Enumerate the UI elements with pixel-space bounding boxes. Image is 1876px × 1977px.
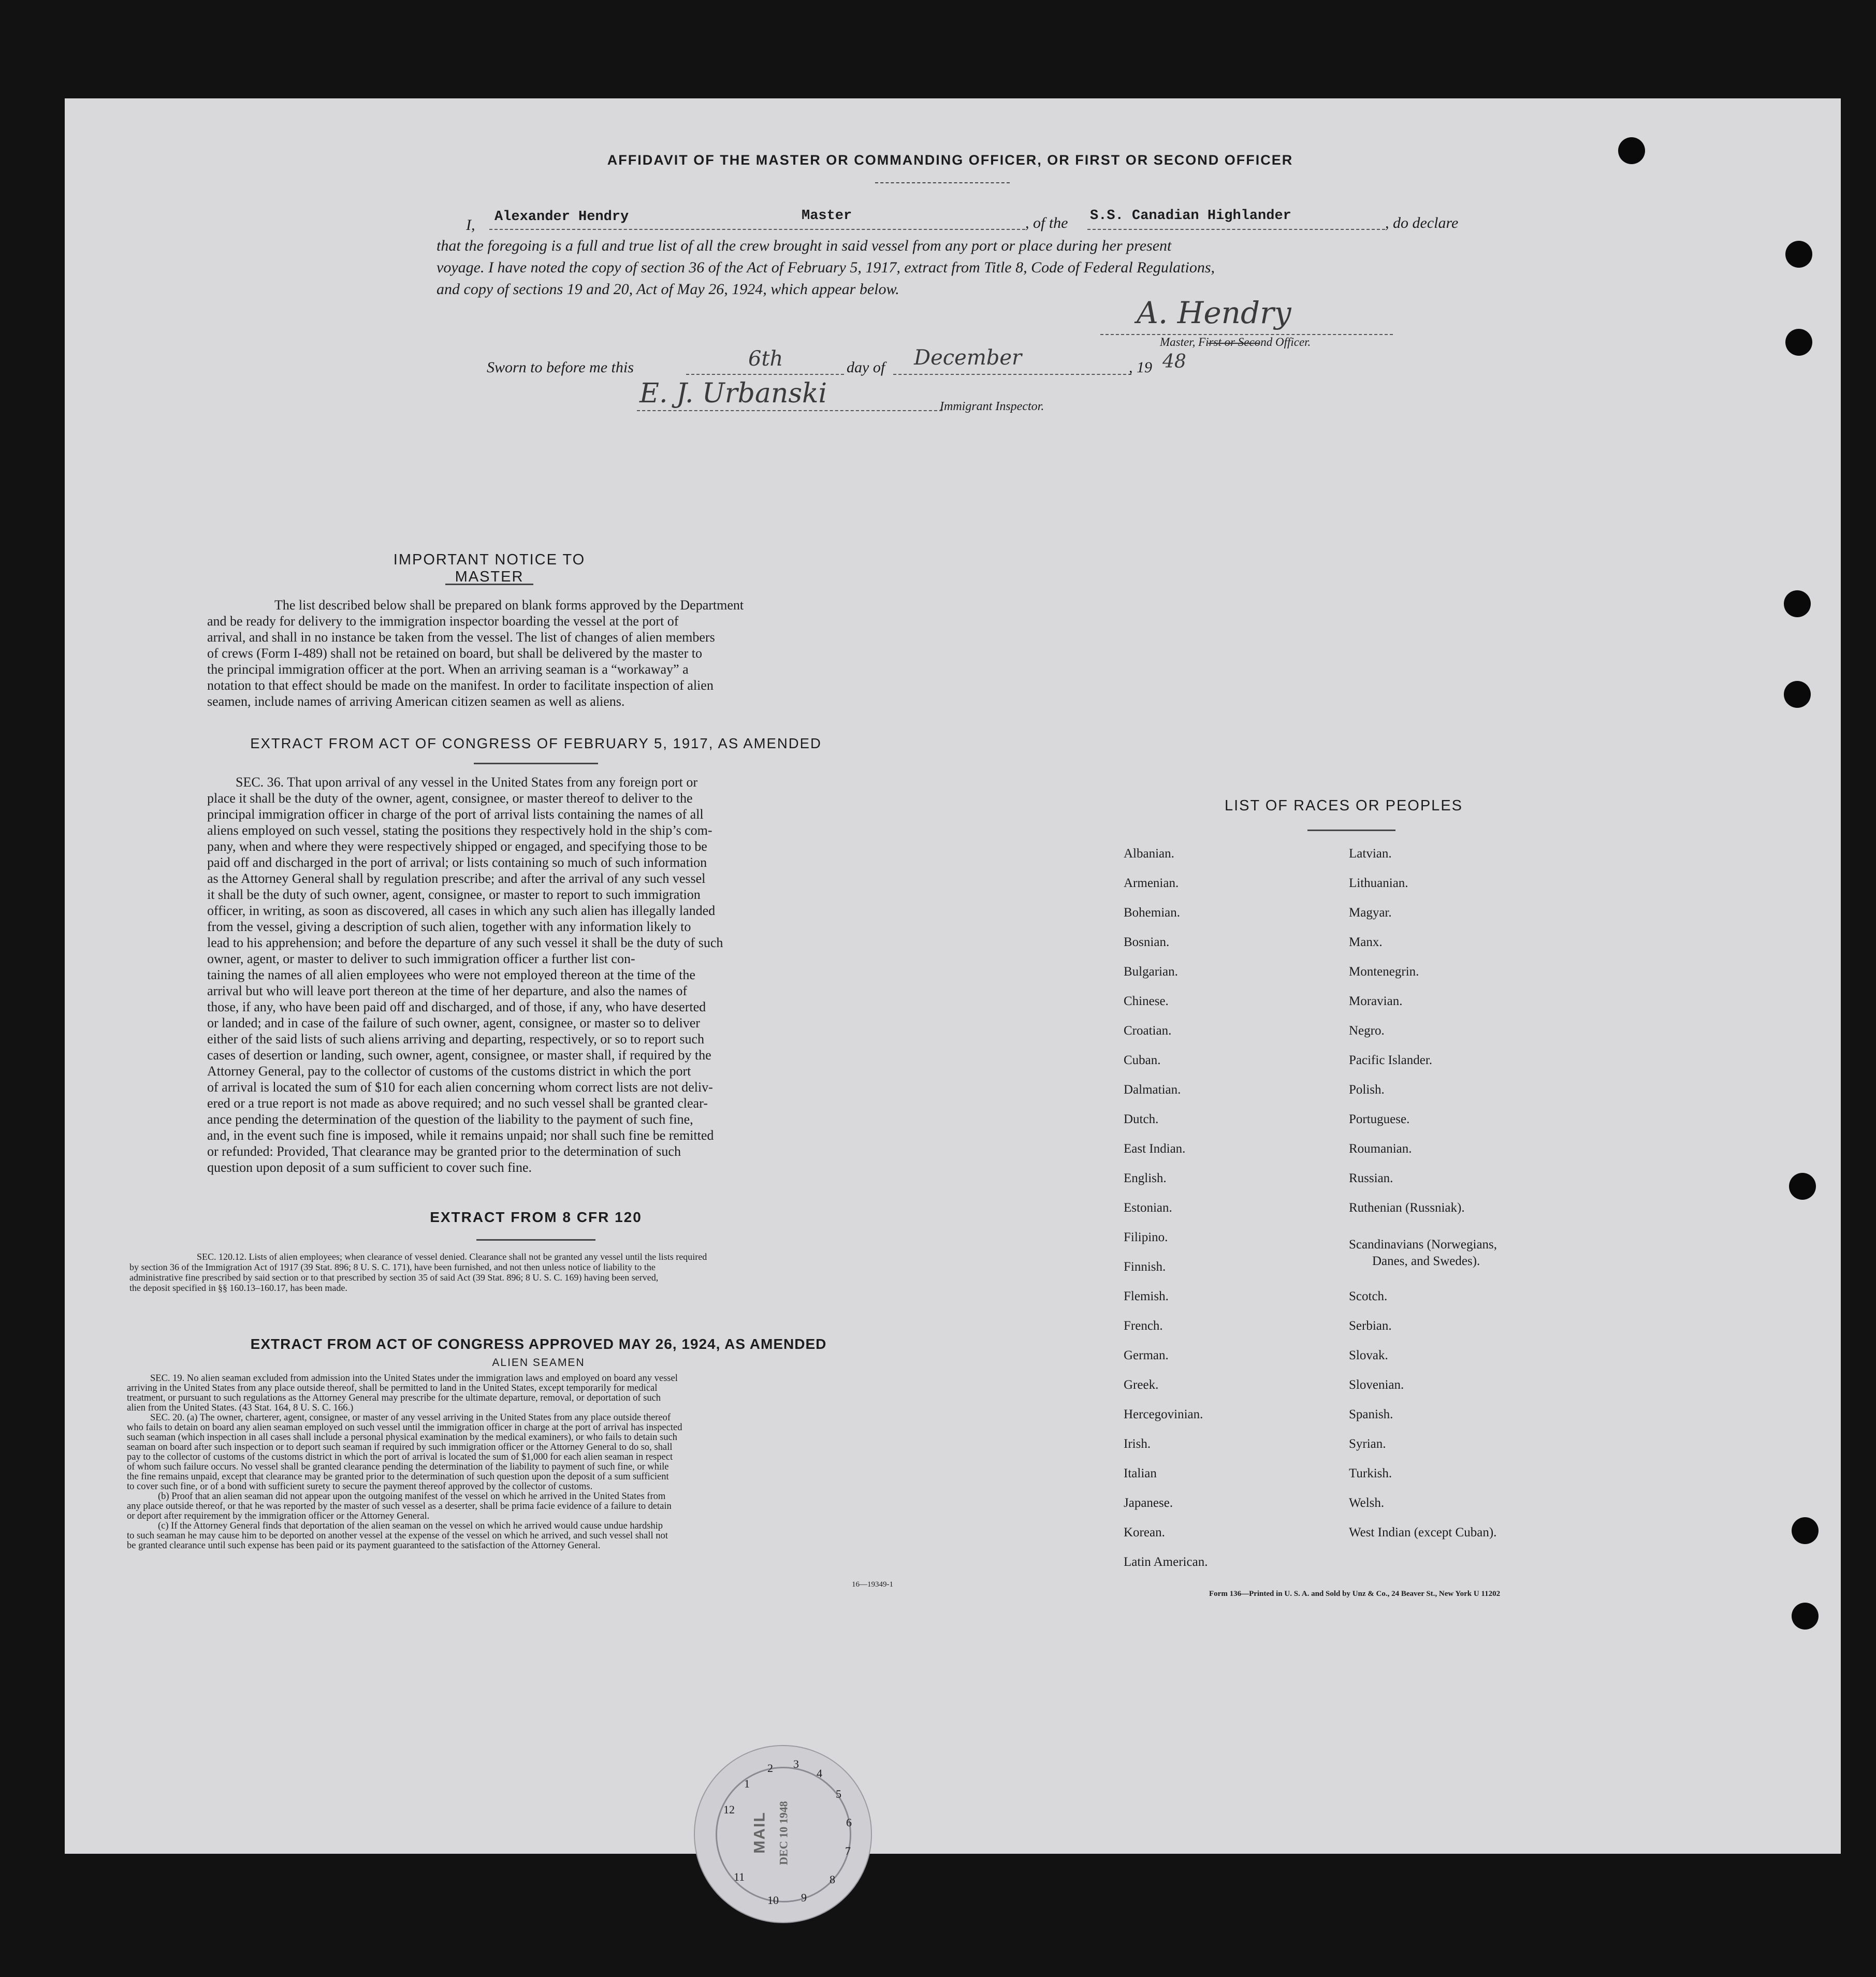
punch-hole [1785,241,1812,268]
day-line [686,374,844,375]
punch-hole [1784,681,1811,708]
punch-hole [1785,329,1812,356]
mail-received-stamp [694,1745,872,1923]
seamen-line: SEC. 19. No alien seaman excluded from admission into the United States under the immigration laws and employed on board any vessel [150,1373,678,1384]
do-declare-label: , do declare [1385,214,1459,231]
vessel-name: S.S. Canadian Highlander [1090,208,1291,224]
seamen-line: to cover such fine, or of a bond with sufficient surety to secure the payment thereof approved by the collector of customs. [127,1481,593,1492]
race-item: Moravian. [1349,994,1403,1008]
race-item: Dutch. [1124,1112,1159,1126]
race-item: Flemish. [1124,1289,1169,1303]
seamen-line: of whom such failure occurs. No vessel shall be granted clearance pending the determination of the liability to payment of such fine, or while [127,1462,669,1472]
notice-line: and be ready for delivery to the immigration inspector boarding the vessel at the port of [207,614,679,629]
race-item: Ruthenian (Russniak). [1349,1201,1465,1215]
race-item: Manx. [1349,935,1383,949]
race-item: Turkish. [1349,1466,1392,1480]
race-item: Albanian. [1124,847,1174,861]
race-item: Roumanian. [1349,1142,1412,1156]
notice-title: IMPORTANT NOTICE TO MASTER [393,551,586,585]
stamp-number: 10 [767,1894,779,1907]
race-item: German. [1124,1348,1169,1362]
cfr-underline [476,1239,595,1241]
race-item: Slovak. [1349,1348,1388,1362]
act-line: either of the said lists of such aliens arriving and departing, respectively, or so to report such [207,1031,705,1046]
master-name: Alexander Hendry [495,209,629,225]
punch-hole [1792,1603,1819,1630]
stamp-number: 12 [723,1803,735,1816]
stamp-number: 11 [734,1870,745,1883]
form-sheet [65,98,1841,1907]
strikethrough [1208,343,1260,344]
act-line: aliens employed on such vessel, stating the positions they respectively hold in the ship’s com- [207,823,712,838]
punch-hole [1784,590,1811,617]
seamen-line: seaman on board after such inspection or to deport such seaman if required by such immigration officer or the Attorney General to do so, shall [127,1442,673,1452]
seamen-line: be granted clearance until such expense has been paid or its payment guaranteed to the satisfaction of the Attorney General. [127,1540,601,1551]
act-line: ered or a true report is not made as above required; and no such vessel shall be granted clear- [207,1096,708,1111]
act-line: question upon deposit of a sum sufficient to cover such fine. [207,1160,532,1175]
seamen-line: SEC. 20. (a) The owner, charterer, agent, consignee, or master of any vessel arriving in the United States from any place outside thereof [150,1413,671,1423]
race-item: Japanese. [1124,1496,1173,1510]
races-title: LIST OF RACES OR PEOPLES [1224,797,1463,814]
seamen-line: such seaman (which inspection in all cases shall include a personal physical examination by the medical examiners), or who fails to detain such [127,1432,677,1443]
cfr-line: administrative fine prescribed by said section or to that prescribed by section 35 of said Act (39 Stat. 896; 8 U. S. C. 169) having been served, [129,1272,659,1283]
affidavit-body-line-2: voyage. I have noted the copy of section 36 of the Act of February 5, 1917, extract from Title 8, Code of Federal Regulations, [437,259,1215,276]
race-item: Bosnian. [1124,935,1170,949]
notice-line: the principal immigration officer at the port. When an arriving seaman is a “workaway” a [207,662,689,677]
race-item: Bohemian. [1124,906,1181,920]
race-item: Italian [1124,1466,1157,1480]
act-line: lead to his apprehension; and before the departure of any such vessel it shall be the duty of such [207,935,723,950]
act-line: ance pending the determination of the question of the liability to the payment of such fine, [207,1112,693,1127]
act-line: cases of desertion or landing, such owner, agent, consignee, or master shall, if required by the [207,1048,711,1063]
notice-line: arrival, and shall in no instance be taken from the vessel. The list of changes of alien members [207,630,715,645]
inspector-line [637,410,942,411]
race-item: Danes, and Swedes). [1372,1254,1480,1268]
name-line [489,229,1025,230]
race-item: Montenegrin. [1349,965,1419,979]
race-item: Lithuanian. [1349,876,1408,890]
race-item: Armenian. [1124,876,1179,890]
race-item: Hercegovinian. [1124,1407,1203,1421]
punch-hole [1618,137,1645,164]
race-item: English. [1124,1171,1167,1185]
officer-label [1160,336,1311,349]
act-line: officer, in writing, as soon as discovered, all cases in which any such alien has illegally landed [207,903,716,918]
extract-1924-title: EXTRACT FROM ACT OF CONGRESS APPROVED MAY 26, 1924, AS AMENDED [250,1336,827,1352]
notice-underline [445,584,533,585]
act-line: taining the names of all alien employees who were not employed thereon at the time of the [207,967,695,982]
affidavit-body-line-1: that the foregoing is a full and true list of all the crew brought in said vessel from any port or place during her present [437,237,1172,254]
officer-label-text: Master, First or Second Officer. [1160,336,1311,348]
master-rank: Master [802,208,852,224]
stamp-number: 4 [817,1767,822,1780]
sworn-label: Sworn to before me this [487,359,634,376]
race-item: Filipino. [1124,1230,1168,1244]
stamp-number: 1 [744,1777,750,1790]
signature-line [1100,334,1393,335]
race-item: Russian. [1349,1171,1393,1185]
day-of-label: day of [847,359,885,376]
act-line: or refunded: Provided, That clearance may be granted prior to the determination of such [207,1144,681,1159]
notice-line: The list described below shall be prepared on blank forms approved by the Department [274,598,744,613]
race-item: Slovenian. [1349,1378,1404,1392]
sworn-day: 6th [748,347,783,371]
races-underline [1307,830,1395,831]
race-item: Korean. [1124,1525,1165,1539]
cfr-line: SEC. 120.12. Lists of alien employees; when clearance of vessel denied. Clearance shall not be granted any vessel until the lists required [197,1252,707,1262]
act-line: paid off and discharged in the port of arrival; or lists containing so much of such information [207,855,707,870]
cfr-line: by section 36 of the Immigration Act of 1917 (39 Stat. 896; 8 U. S. C. 171), have been furnished, and not then unless notice of liability to the [129,1262,656,1272]
seamen-line: (c) If the Attorney General finds that deportation of the alien seaman on the vessel on which he arrived would cause undue hardship [158,1521,663,1531]
act-line: as the Attorney General shall by regulation prescribe; and after the arrival of any such vessel [207,871,706,886]
race-item: Chinese. [1124,994,1169,1008]
race-item: Cuban. [1124,1053,1161,1067]
act-line: it shall be the duty of such owner, agent, consignee, or master to report to such immigration [207,887,701,902]
affidavit-i: I, [466,216,475,234]
cfr-title: EXTRACT FROM 8 CFR 120 [430,1209,642,1225]
act-line: Attorney General, pay to the collector of customs of the customs district in which the port [207,1064,691,1079]
seamen-line: pay to the collector of customs of the customs district in which the port of arrival is located the sum of $1,000 for each alien seaman in respect [127,1452,673,1462]
stamp-number: 5 [836,1787,841,1800]
stamp-number: 9 [801,1891,807,1904]
punch-hole [1789,1173,1816,1200]
act-line: pany, when and where they were respectively shipped or engaged, and specifying those to be [207,839,707,854]
act-line: of arrival is located the sum of $10 for each alien concerning whom correct lists are not deliv- [207,1080,713,1095]
seamen-line: the fine remains unpaid, except that clearance may be granted prior to the determination of such question upon the deposit of a sum sufficient [127,1472,669,1482]
race-item: Scandinavians (Norwegians, [1349,1238,1497,1252]
race-item: Pacific Islander. [1349,1053,1433,1067]
seamen-line: any place outside thereof, or that he was reported by the master of such vessel as a deserter, shall be prima facie evidence of a failure to detain [127,1501,672,1511]
race-item: West Indian (except Cuban). [1349,1525,1497,1539]
act-line: those, if any, who have been paid off and discharged, and of those, if any, who have deserted [207,999,706,1014]
notice-line: of crews (Form I-489) shall not be retained on board, but shall be delivered by the master to [207,646,702,661]
act-line: owner, agent, or master to deliver to such immigration officer a further list con- [207,951,635,966]
race-item: Scotch. [1349,1289,1388,1303]
race-item: Polish. [1349,1083,1385,1097]
month-line [893,374,1131,375]
extract-1917-underline [474,763,598,764]
seamen-line: who fails to detain on board any alien seaman employed on such vessel until the immigration officer in charge at the port of arrival has inspected [127,1422,682,1433]
race-item: Latvian. [1349,847,1392,861]
title-underline [875,182,1010,183]
year-prefix: , 19 [1129,359,1152,376]
of-the-label: , of the [1025,214,1068,231]
race-item: Greek. [1124,1378,1159,1392]
race-item: Irish. [1124,1437,1151,1451]
sworn-month: December [914,346,1022,370]
extract-1924-subtitle: ALIEN SEAMEN [492,1357,585,1369]
notice-line: seamen, include names of arriving American citizen seamen as well as aliens. [207,694,625,709]
act-line: from the vessel, giving a description of such alien, together with any information likely to [207,919,691,934]
race-item: Dalmatian. [1124,1083,1181,1097]
sworn-year: 48 [1162,351,1186,372]
race-item: Estonian. [1124,1201,1172,1215]
cfr-line: the deposit specified in §§ 160.13–160.17, has been made. [129,1283,347,1293]
seamen-line: treatment, or pursuant to such regulations as the Attorney General may prescribe for the ultimate departure, removal, or deportation of such [127,1393,661,1403]
seamen-line: to such seaman he may cause him to be deported on another vessel at the expense of the vessel on which he arrived, and such vessel shall not [127,1531,668,1541]
notice-line: notation to that effect should be made on the manifest. In order to facilitate inspection of alien [207,678,714,693]
seamen-line: alien from the United States. (43 Stat. 164, 8 U. S. C. 166.) [127,1403,354,1413]
race-item: Welsh. [1349,1496,1385,1510]
race-item: Portuguese. [1349,1112,1410,1126]
race-item: French. [1124,1319,1163,1333]
act-line: place it shall be the duty of the owner, agent, consignee, or master thereof to deliver to the [207,791,693,806]
race-item: Finnish. [1124,1260,1166,1274]
race-item: Bulgarian. [1124,965,1178,979]
act-line: principal immigration officer in charge of the port of arrival lists containing the names of all [207,807,704,822]
stamp-number: 3 [793,1757,799,1770]
stamp-number: 7 [845,1844,851,1857]
act-line: arrival but who will leave port thereon at the time of her departure, and also the names of [207,983,687,998]
stamp-mail-word: MAIL [751,1811,768,1854]
stamp-date: DEC 10 1948 [777,1801,790,1865]
stamp-number: 8 [830,1873,835,1886]
affidavit-title: AFFIDAVIT OF THE MASTER OR COMMANDING OFFICER, OR FIRST OR SECOND OFFICER [607,152,1293,168]
race-item: Serbian. [1349,1319,1392,1333]
race-item: Spanish. [1349,1407,1393,1421]
race-item: East Indian. [1124,1142,1186,1156]
act-line: or landed; and in case of the failure of such owner, agent, consignee, or master so to deliver [207,1015,700,1030]
form-code: 16—19349-1 [852,1580,893,1589]
extract-1917-title: EXTRACT FROM ACT OF CONGRESS OF FEBRUARY 5, 1917, AS AMENDED [250,735,822,751]
race-item: Syrian. [1349,1437,1386,1451]
race-item: Latin American. [1124,1555,1208,1569]
seamen-line: arriving in the United States from any place outside thereof, shall be permitted to land in the United States, except temporarily for medical [127,1383,658,1393]
race-item: Croatian. [1124,1024,1172,1038]
race-item: Magyar. [1349,906,1392,920]
vessel-line [1087,229,1385,230]
inspector-signature: E. J. Urbanski [639,378,827,409]
act-line: SEC. 36. That upon arrival of any vessel in the United States from any foreign port or [236,775,697,790]
act-line: and, in the event such fine is imposed, while it remains unpaid; nor shall such fine be remitted [207,1128,714,1143]
inspector-label: Immigrant Inspector. [940,400,1044,413]
stamp-number: 6 [846,1816,852,1829]
seamen-line: (b) Proof that an alien seaman did not appear upon the outgoing manifest of the vessel on which he arrived in the United States from [158,1491,666,1502]
stamp-number: 2 [767,1762,773,1775]
affidavit-body-line-3: and copy of sections 19 and 20, Act of May 26, 1924, which appear below. [437,281,899,298]
master-signature: A. Hendry [1137,295,1291,330]
punch-hole [1792,1517,1819,1544]
race-item: Negro. [1349,1024,1385,1038]
seamen-line: or deport after requirement by the immigration officer or the Attorney General. [127,1511,430,1521]
form-printer-note: Form 136—Printed in U. S. A. and Sold by Unz & Co., 24 Beaver St., New York U 11202 [1209,1590,1501,1598]
